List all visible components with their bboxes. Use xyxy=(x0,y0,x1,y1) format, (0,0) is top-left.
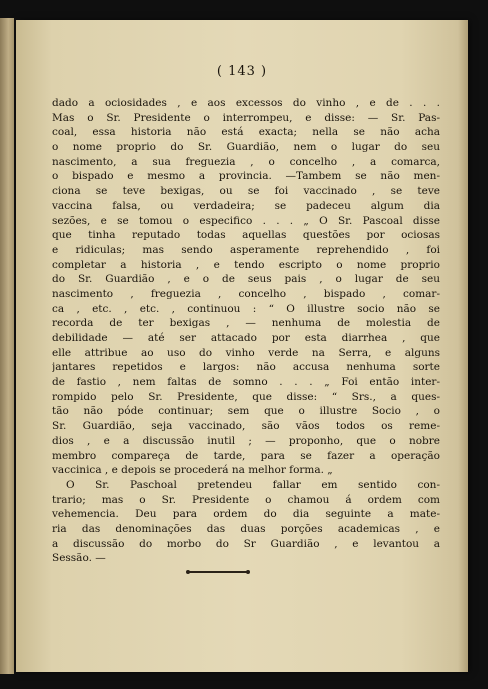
section-separator xyxy=(188,571,248,573)
text-line: dios , e a discussão inutil ; — proponho, que o nobre xyxy=(52,434,440,447)
page-number: ( 143 ) xyxy=(216,64,268,79)
text-line: vaccina falsa, ou verdadeira; se padeceu algum dia xyxy=(52,199,440,212)
text-line: O Sr. Paschoal pretendeu fallar em sentido con- xyxy=(66,478,440,491)
text-line: vaccinica , e depois se procederá na melhor forma. „ xyxy=(52,464,333,477)
text-line: coal, essa historia não está exacta; nella se não acha xyxy=(52,126,440,139)
left-page-edge xyxy=(0,18,14,674)
text-line: ria das denominações das duas porções academicas , e xyxy=(52,522,440,535)
text-line: recorda de ter bexigas , — nenhuma de molestia de xyxy=(52,317,440,330)
text-line: Sessão. — xyxy=(52,552,106,565)
text-line: dado a ociosidades , e aos excessos do vinho , e de . . . xyxy=(52,97,440,109)
text-line: Mas o Sr. Presidente o interrompeu, e disse: — Sr. Pas- xyxy=(52,111,440,124)
text-line: ca , etc. , etc. , continuou : “ O illustre socio não se xyxy=(52,302,440,315)
text-line: e ridiculas; mas sendo asperamente reprehendido , foi xyxy=(52,243,440,256)
text-line: o nome proprio do Sr. Guardião, nem o lugar do seu xyxy=(52,141,440,154)
text-line: debilidade — até ser attacado por esta diarrhea , que xyxy=(52,332,440,344)
text-line: nascimento, a sua freguezia , o concelho , a comarca, xyxy=(52,155,440,168)
text-line: que tinha reputado todas aquellas questões por ociosas xyxy=(52,229,440,242)
body-text xyxy=(52,96,440,566)
text-line: nascimento , freguezia , concelho , bispado , comar- xyxy=(52,287,440,300)
text-line: de fastio , nem faltas de somno . . . „ Foi então inter- xyxy=(52,376,440,389)
text-line: o bispado e mesmo a provincia. —Tambem se não men- xyxy=(52,170,440,183)
text-line: jantares repetidos e largos: não accusa nenhuma sorte xyxy=(52,361,440,374)
text-line: sezões, e se tomou o especifico . . . „ O Sr. Pascoal disse xyxy=(52,214,440,227)
text-line: vehemencia. Deu para ordem do dia seguinte a mate- xyxy=(52,508,440,521)
text-line: Sr. Guardião, seja vaccinado, são vãos todos os reme- xyxy=(52,420,440,433)
text-line: elle attribue ao uso do vinho verde na Serra, e alguns xyxy=(52,346,440,359)
text-line: a discussão do morbo do Sr Guardião , e levantou a xyxy=(52,537,440,550)
text-line: membro compareça de tarde, para se fazer a operação xyxy=(52,449,440,462)
text-line: rompido pelo Sr. Presidente, que disse: “ Srs., a ques- xyxy=(52,390,440,403)
text-line: ciona se teve bexigas, ou se foi vaccinado , se teve xyxy=(52,185,440,198)
text-line: tão não póde continuar; sem que o illustre Socio , o xyxy=(52,405,440,418)
page-shadow xyxy=(458,20,468,672)
book-page xyxy=(16,20,468,672)
text-line: do Sr. Guardião , e o de seus pais , o lugar de seu xyxy=(52,273,440,286)
text-line: completar a historia , e tendo escripto o nome proprio xyxy=(52,258,440,271)
text-line: trario; mas o Sr. Presidente o chamou á ordem com xyxy=(52,493,440,506)
